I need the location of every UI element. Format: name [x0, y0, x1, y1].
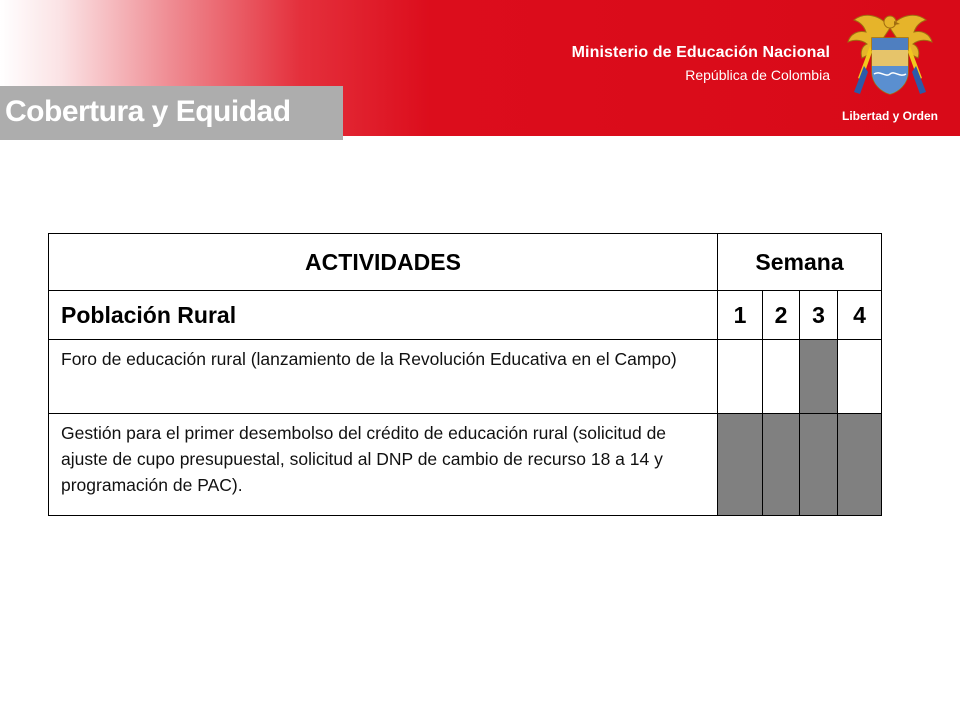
week-cell	[718, 340, 763, 414]
week-cell	[838, 340, 882, 414]
week-header-4: 4	[838, 291, 882, 340]
week-header-1: 1	[718, 291, 763, 340]
week-cell	[800, 414, 838, 516]
motto-text: Libertad y Orden	[841, 109, 939, 123]
header-week: Semana	[718, 234, 882, 291]
table-row	[49, 340, 882, 414]
week-cell	[800, 340, 838, 414]
week-header-2: 2	[763, 291, 800, 340]
colombia-coat-of-arms-icon	[840, 6, 940, 132]
ministry-name: Ministerio de Educación Nacional	[571, 44, 830, 61]
week-cell	[838, 414, 882, 516]
week-cell	[763, 340, 800, 414]
week-cell	[763, 414, 800, 516]
section-title: Cobertura y Equidad	[5, 95, 291, 128]
activity-text: Foro de educación rural (lanzamiento de la Revolución Educativa en el Campo)	[49, 340, 718, 414]
week-header-3: 3	[800, 291, 838, 340]
header-activities: ACTIVIDADES	[49, 234, 718, 291]
subheader-rural-population: Población Rural	[49, 291, 718, 340]
table-row	[49, 414, 882, 516]
country-name: República de Colombia	[685, 67, 830, 83]
activity-text: Gestión para el primer desembolso del crédito de educación rural (solicitud de ajuste de cupo presupuestal, solicitud al DNP de cambio de recurso 18 a 14 y programación de PAC).	[49, 414, 718, 516]
section-title-box	[0, 86, 343, 140]
activities-table	[48, 233, 882, 516]
ministry-block	[572, 44, 830, 83]
week-cell	[718, 414, 763, 516]
